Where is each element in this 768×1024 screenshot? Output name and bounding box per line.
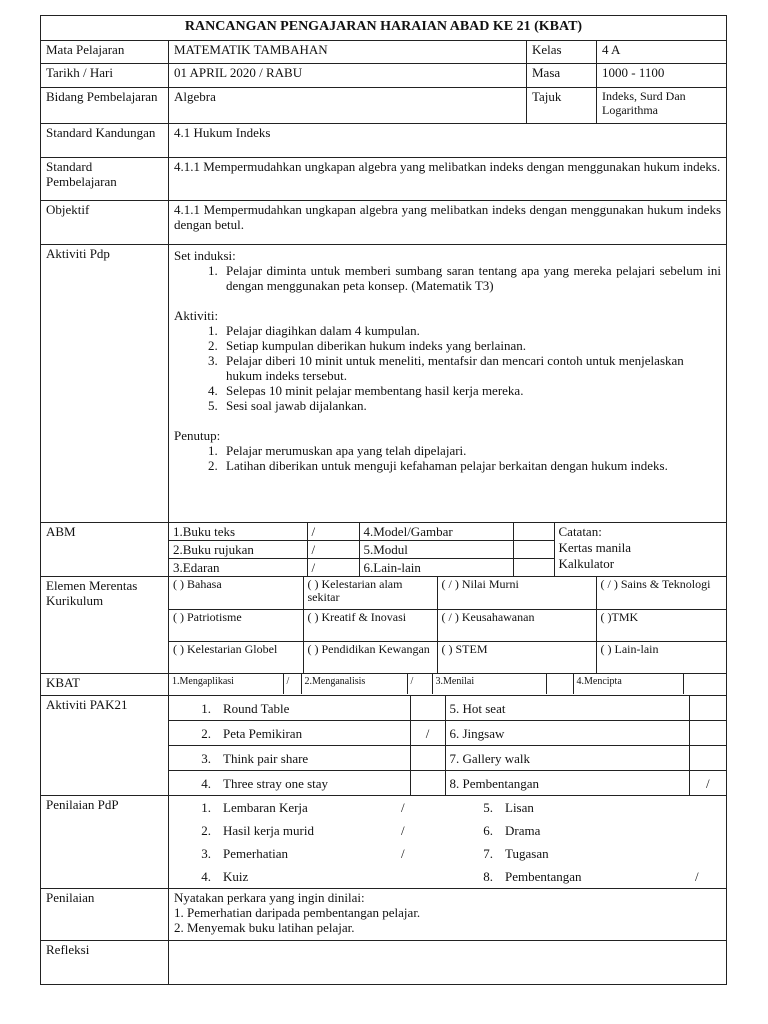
list-item: 5. Sesi soal jawab dijalankan. <box>221 398 721 413</box>
kbat-mark: / <box>283 674 301 694</box>
mata-pelajaran-value: MATEMATIK TAMBAHAN <box>169 41 527 64</box>
bidang-label: Bidang Pembelajaran <box>41 88 169 124</box>
aktiviti-list <box>174 323 721 413</box>
kbat-mark: / <box>407 674 432 694</box>
pak21-item: 4. Three stray one stay <box>169 771 410 796</box>
penilaian-mark <box>691 819 726 842</box>
set-induksi-list <box>174 263 721 293</box>
page-title: RANCANGAN PENGAJARAN HARAIAN ABAD KE 21 (KBAT) <box>41 16 727 41</box>
list-item: 1. Pelajar diminta untuk memberi sumbang saran tentang apa yang mereka pelajari sebelum ini dengan menggunakan peta konsep. (Matematik T3) <box>221 263 721 293</box>
pak21-item: 8. Pembentangan <box>445 771 689 796</box>
abm-item: 3.Edaran <box>169 559 307 577</box>
penilaian-item: 5. Lisan <box>483 800 534 815</box>
tajuk-value: Indeks, Surd Dan Logarithma <box>597 88 727 124</box>
catatan-item: Kalkulator <box>558 556 615 571</box>
penilaian-mark <box>691 796 726 819</box>
penilaian-line: 2. Menyemak buku latihan pelajar. <box>174 920 355 935</box>
kelas-value: 4 A <box>597 41 727 64</box>
penilaian-line: Nyatakan perkara yang ingin dinilai: <box>174 890 365 905</box>
tajuk-label: Tajuk <box>527 88 597 124</box>
kbat-item: 4.Mencipta <box>573 674 683 694</box>
penilaian-pdp-table <box>169 796 726 888</box>
elemen-table <box>169 577 726 673</box>
kelas-label: Kelas <box>527 41 597 64</box>
penilaian-mark: / <box>401 823 405 838</box>
pak21-mark: / <box>689 771 726 796</box>
abm-item: 4.Model/Gambar <box>359 523 513 541</box>
pak21-cell <box>169 696 727 796</box>
kbat-table <box>169 674 726 694</box>
abm-item: 5.Modul <box>359 541 513 559</box>
penilaian-content <box>169 889 727 941</box>
abm-mark: / <box>307 559 359 577</box>
penilaian-mark: / <box>401 800 405 815</box>
kbat-cell <box>169 674 727 696</box>
abm-table <box>169 523 726 576</box>
kbat-item: 3.Menilai <box>432 674 546 694</box>
kbat-mark <box>683 674 726 694</box>
aktiviti-pdp-label: Aktiviti Pdp <box>41 245 169 523</box>
pak21-item: 3. Think pair share <box>169 746 410 771</box>
pak21-item: 2. Peta Pemikiran <box>169 721 410 746</box>
kbat-item: 1.Mengaplikasi <box>169 674 283 694</box>
penilaian-item: 8. Pembentangan <box>483 869 582 884</box>
standard-pembelajaran-label: Standard Pembelajaran <box>41 158 169 201</box>
list-item: 1. Pelajar diagihkan dalam 4 kumpulan. <box>221 323 721 338</box>
kbat-label: KBAT <box>41 674 169 696</box>
penilaian-line: 1. Pemerhatian daripada pembentangan pelajar. <box>174 905 421 920</box>
penilaian-item: 4. Kuiz <box>201 869 249 884</box>
elemen-item: ( ) Bahasa <box>169 577 303 609</box>
elemen-item: ( ) STEM <box>437 641 596 673</box>
penutup-title: Penutup: <box>174 428 221 443</box>
pak21-table <box>169 696 726 795</box>
objektif-value: 4.1.1 Mempermudahkan ungkapan algebra yang melibatkan indeks dengan menggunakan hukum indeks dengan betul. <box>169 201 727 245</box>
pak21-mark: / <box>410 721 445 746</box>
standard-kandungan-value: 4.1 Hukum Indeks <box>169 124 727 158</box>
list-item: 1. Pelajar merumuskan apa yang telah dipelajari. <box>221 443 721 458</box>
abm-item: 1.Buku teks <box>169 523 307 541</box>
kbat-mark <box>546 674 573 694</box>
abm-mark <box>513 541 554 559</box>
penilaian-item: 3. Pemerhatian <box>201 846 288 861</box>
pak21-label: Aktiviti PAK21 <box>41 696 169 796</box>
list-item: 2. Latihan diberikan untuk menguji kefahaman pelajar berkaitan dengan hukum indeks. <box>221 458 721 473</box>
tarikh-label: Tarikh / Hari <box>41 64 169 88</box>
abm-catatan <box>554 523 726 576</box>
abm-item: 2.Buku rujukan <box>169 541 307 559</box>
objektif-label: Objektif <box>41 201 169 245</box>
elemen-item: ( ) Patriotisme <box>169 609 303 641</box>
abm-label: ABM <box>41 523 169 577</box>
tarikh-value: 01 APRIL 2020 / RABU <box>169 64 527 88</box>
standard-pembelajaran-value: 4.1.1 Mempermudahkan ungkapan algebra yang melibatkan indeks dengan menggunakan hukum indeks. <box>169 158 727 201</box>
list-item: 4. Selepas 10 minit pelajar membentang hasil kerja mereka. <box>221 383 721 398</box>
elemen-item: ( / ) Keusahawanan <box>437 609 596 641</box>
elemen-item: ( / ) Sains & Teknologi <box>596 577 726 609</box>
penilaian-mark: / <box>401 846 405 861</box>
penilaian-mark <box>691 842 726 865</box>
pak21-item: 6. Jingsaw <box>445 721 689 746</box>
elemen-cell <box>169 577 727 674</box>
pak21-mark <box>689 721 726 746</box>
lesson-plan-sheet <box>40 15 726 985</box>
refleksi-value <box>169 941 727 985</box>
elemen-item: ( )TMK <box>596 609 726 641</box>
elemen-item: ( / ) Nilai Murni <box>437 577 596 609</box>
bidang-value: Algebra <box>169 88 527 124</box>
penilaian-pdp-cell <box>169 796 727 889</box>
elemen-item: ( ) Kreatif & Inovasi <box>303 609 437 641</box>
penilaian-item: 6. Drama <box>483 823 541 838</box>
elemen-item: ( ) Kelestarian Globel <box>169 641 303 673</box>
lesson-plan-table <box>40 15 727 985</box>
pak21-mark <box>410 696 445 721</box>
aktiviti-pdp-content <box>169 245 727 523</box>
abm-item: 6.Lain-lain <box>359 559 513 577</box>
kbat-item: 2.Menganalisis <box>301 674 407 694</box>
list-item: 2. Setiap kumpulan diberikan hukum indeks yang berlainan. <box>221 338 721 353</box>
catatan-title: Catatan: <box>558 524 602 539</box>
abm-mark: / <box>307 541 359 559</box>
mata-pelajaran-label: Mata Pelajaran <box>41 41 169 64</box>
abm-cell <box>169 523 727 577</box>
pak21-item: 5. Hot seat <box>445 696 689 721</box>
penutup-list <box>174 443 721 473</box>
standard-kandungan-label: Standard Kandungan <box>41 124 169 158</box>
masa-value: 1000 - 1100 <box>597 64 727 88</box>
penilaian-item: 2. Hasil kerja murid <box>201 823 314 838</box>
refleksi-label: Refleksi <box>41 941 169 985</box>
pak21-mark <box>689 746 726 771</box>
abm-mark: / <box>307 523 359 541</box>
pak21-mark <box>410 746 445 771</box>
penilaian-mark <box>397 865 429 888</box>
abm-mark <box>513 523 554 541</box>
abm-mark <box>513 559 554 577</box>
penilaian-mark: / <box>695 869 699 884</box>
pak21-item: 1. Round Table <box>169 696 410 721</box>
elemen-item: ( ) Lain-lain <box>596 641 726 673</box>
list-item: 3. Pelajar diberi 10 minit untuk meneliti, mentafsir dan mencari contoh untuk menjelaskan hukum indeks tersebut. <box>221 353 721 383</box>
aktiviti-title: Aktiviti: <box>174 308 219 323</box>
pak21-mark <box>689 696 726 721</box>
elemen-item: ( ) Kelestarian alam sekitar <box>303 577 437 609</box>
penilaian-pdp-label: Penilaian PdP <box>41 796 169 889</box>
set-induksi-title: Set induksi: <box>174 248 236 263</box>
penilaian-item: 7. Tugasan <box>483 846 549 861</box>
elemen-label: Elemen Merentas Kurikulum <box>41 577 169 674</box>
penilaian-label: Penilaian <box>41 889 169 941</box>
pak21-item: 7. Gallery walk <box>445 746 689 771</box>
masa-label: Masa <box>527 64 597 88</box>
elemen-item: ( ) Pendidikan Kewangan <box>303 641 437 673</box>
penilaian-item: 1. Lembaran Kerja <box>201 800 308 815</box>
pak21-mark <box>410 771 445 796</box>
catatan-item: Kertas manila <box>558 540 632 555</box>
